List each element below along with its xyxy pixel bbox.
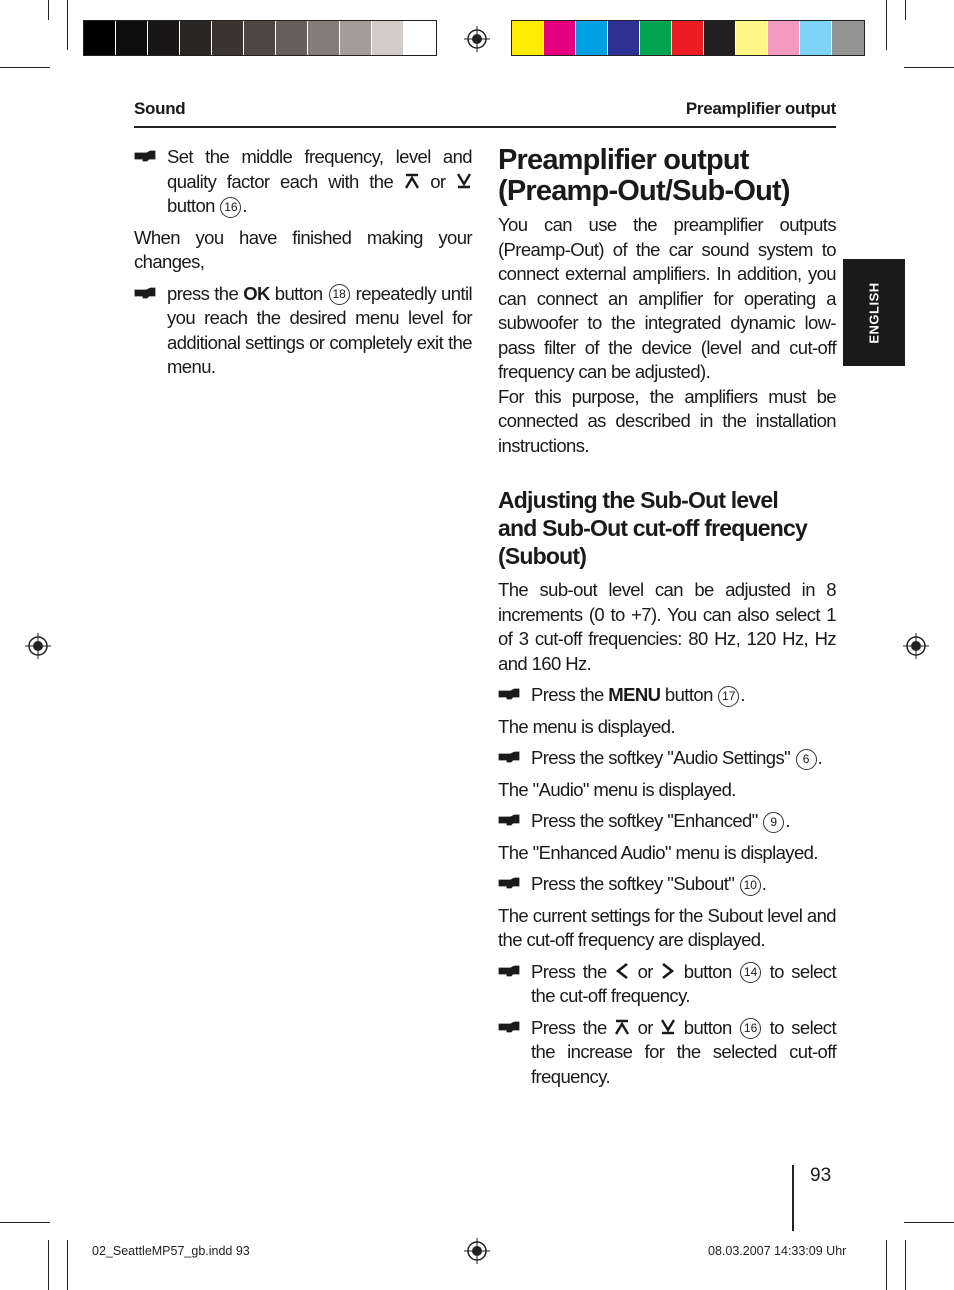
list-item (498, 746, 836, 771)
crop-mark (905, 1240, 906, 1290)
registration-mark-icon (464, 26, 490, 52)
period: . (785, 810, 790, 831)
color-swatch (372, 21, 404, 55)
color-swatch (640, 21, 672, 55)
key-name: OK (243, 282, 270, 304)
left-column (134, 145, 472, 380)
step-text: Press the (531, 960, 607, 982)
page-number-rule (792, 1165, 794, 1231)
step-text: to select the cut-off frequency. (531, 960, 836, 1006)
right-column (498, 145, 836, 1089)
callout-number: 14 (740, 962, 761, 983)
color-swatch (212, 21, 244, 55)
callout-number: 17 (718, 686, 739, 707)
section-heading (498, 486, 836, 570)
bullet-text: repeatedly until you reach the desired menu level for additional settings or completely exit the menu. (167, 282, 472, 377)
list-item (498, 960, 836, 1009)
crop-mark (67, 0, 68, 50)
color-swatch (800, 21, 832, 55)
color-swatch (276, 21, 308, 55)
or-text: or (637, 1016, 653, 1038)
color-swatch (116, 21, 148, 55)
crop-mark (905, 0, 906, 20)
step-text: Press the (531, 684, 604, 705)
heading-line: Adjusting the Sub-Out level (498, 487, 778, 513)
color-swatch (340, 21, 372, 55)
or-text: or (430, 170, 446, 192)
period: . (761, 873, 767, 894)
button-word: button (274, 282, 323, 304)
crop-mark (0, 1222, 50, 1223)
registration-mark-icon (903, 633, 929, 659)
process-color-bar (511, 20, 865, 56)
color-swatch (180, 21, 212, 55)
crop-mark (904, 67, 954, 68)
slug-filename: 02_SeattleMP57_gb.indd 93 (92, 1244, 250, 1258)
running-header-topic: Preamplifier output (685, 99, 836, 118)
paragraph: For this purpose, the amplifiers must be connected as described in the installation instructions. (498, 385, 836, 456)
bullet-text: press the (167, 282, 239, 304)
color-swatch (244, 21, 276, 55)
title-line: (Preamp-Out/Sub-Out) (498, 175, 790, 207)
color-swatch (704, 21, 736, 55)
registration-mark-icon (464, 1238, 490, 1264)
pointing-hand-icon (134, 285, 156, 299)
running-header-section: Sound (134, 99, 186, 118)
color-swatch (576, 21, 608, 55)
color-swatch (608, 21, 640, 55)
period: . (817, 747, 823, 768)
slug-timestamp: 08.03.2007 14:33:09 Uhr (708, 1244, 847, 1258)
down-arrow-icon (456, 173, 472, 189)
list-item (498, 809, 836, 834)
color-swatch (736, 21, 768, 55)
step-text: Press the softkey "Subout" (531, 873, 735, 894)
registration-mark-icon (25, 633, 51, 659)
color-swatch (672, 21, 704, 55)
callout-number: 10 (740, 875, 761, 896)
list-item (498, 1016, 836, 1090)
language-tab (843, 259, 905, 366)
paragraph: You can use the preamplifier outputs (Preamp-Out) of the car sound system to connect external amplifiers. In addition, you can connect an amplifier for operating a subwoofer to the integrated dynamic low-pass filter of the device (level and cut-off frequency can be adjusted). (498, 214, 836, 382)
callout-number: 16 (740, 1018, 761, 1039)
down-arrow-icon (660, 1019, 676, 1035)
list-item (498, 683, 836, 708)
header-rule (134, 126, 836, 128)
pointing-hand-icon (498, 812, 520, 826)
result-text: The "Audio" menu is displayed. (498, 778, 736, 800)
result-text: The current settings for the Subout level and the cut-off frequency are displayed. (498, 904, 836, 950)
title-line: Preamplifier output (498, 144, 749, 176)
step-text: Press the softkey "Audio Settings" (531, 747, 791, 768)
pointing-hand-icon (498, 749, 520, 763)
paragraph: When you have finished making your changes, (134, 226, 472, 272)
color-swatch (308, 21, 340, 55)
crop-mark (48, 1240, 49, 1290)
page-number: 93 (810, 1165, 832, 1186)
step-text: Press the softkey "Enhanced" (531, 810, 758, 831)
pointing-hand-icon (498, 686, 520, 700)
language-tab-label: ENGLISH (866, 281, 882, 344)
color-swatch (512, 21, 544, 55)
button-word: button (167, 195, 215, 216)
crop-mark (48, 0, 49, 20)
list-item (134, 282, 472, 380)
crop-mark (67, 1240, 68, 1290)
list-item (134, 145, 472, 219)
paragraph: The sub-out level can be adjusted in 8 increments (0 to +7). You can also select 1 of 3 cut-off frequencies: 80 Hz, 120 Hz, Hz and 160 Hz. (498, 579, 836, 674)
color-swatch (768, 21, 800, 55)
color-swatch (84, 21, 116, 55)
color-swatch (832, 21, 864, 55)
heading-line: (Subout) (498, 543, 587, 569)
pointing-hand-icon (134, 148, 156, 162)
color-swatch (544, 21, 576, 55)
period: . (242, 195, 247, 216)
pointing-hand-icon (498, 1019, 520, 1033)
step-text: to select the increase for the selected cut-off frequency. (531, 1016, 836, 1087)
result-text: The menu is displayed. (498, 715, 676, 737)
or-text: or (637, 960, 653, 982)
crop-mark (904, 1222, 954, 1223)
key-name: MENU (608, 684, 661, 705)
button-word: button (664, 684, 713, 705)
grayscale-color-bar (83, 20, 437, 56)
bullet-text: Set the middle frequency, level and quality factor each with the (167, 146, 472, 192)
pointing-hand-icon (498, 963, 520, 977)
page-title (498, 145, 836, 207)
step-text: Press the (531, 1016, 607, 1038)
callout-number: 18 (329, 284, 350, 305)
list-item (498, 872, 836, 897)
color-swatch (148, 21, 180, 55)
pointing-hand-icon (498, 875, 520, 889)
up-arrow-icon (404, 173, 420, 189)
callout-number: 9 (763, 812, 784, 833)
button-word: button (683, 960, 732, 982)
left-arrow-icon (614, 963, 630, 979)
period: . (740, 684, 745, 705)
right-arrow-icon (660, 963, 676, 979)
callout-number: 6 (796, 749, 817, 770)
callout-number: 16 (220, 197, 241, 218)
crop-mark (886, 1240, 887, 1290)
up-arrow-icon (614, 1019, 630, 1035)
crop-mark (0, 67, 50, 68)
button-word: button (683, 1016, 732, 1038)
heading-line: and Sub-Out cut-off frequency (498, 515, 808, 541)
color-swatch (404, 21, 436, 55)
result-text: The "Enhanced Audio" menu is displayed. (498, 841, 818, 863)
crop-mark (886, 0, 887, 50)
